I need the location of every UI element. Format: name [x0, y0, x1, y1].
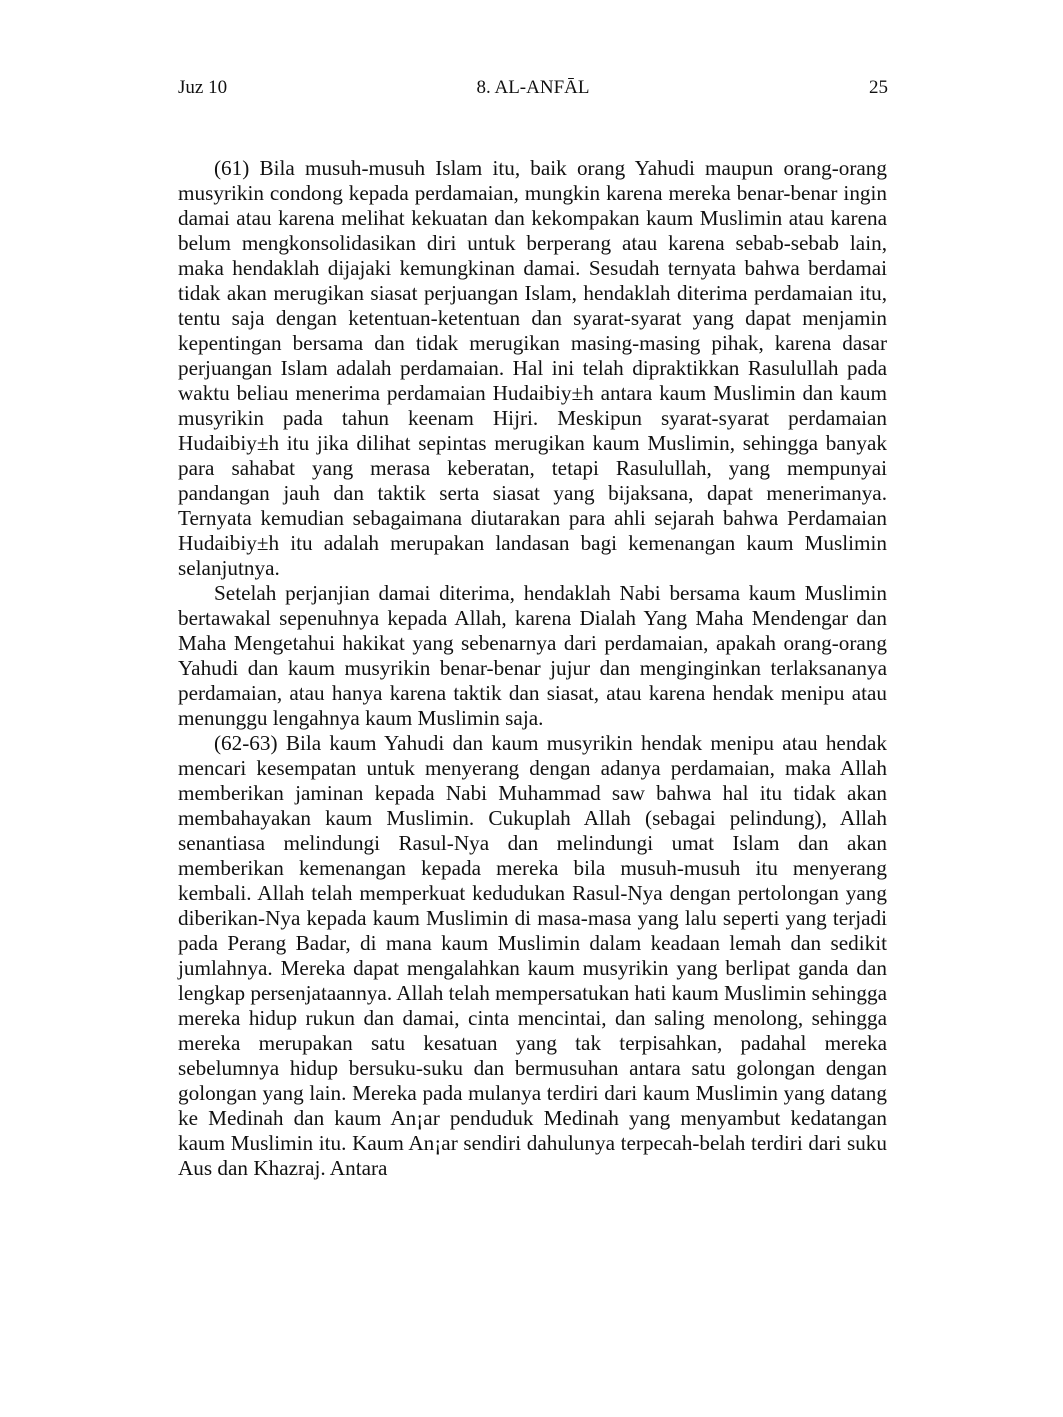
- paragraph-verse-61: (61) Bila musuh-musuh Islam itu, baik orang Yahudi maupun orang-orang musyrikin condong kepada perdamaian, mungkin karena mereka benar-benar ingin damai atau karena melihat kekuatan dan kekompakan kaum Muslimin atau karena belum mengkonsolidasikan diri untuk berperang atau karena sebab-sebab lain, maka hendaklah dijajaki kemungkinan damai. Sesudah ternyata bahwa berdamai tidak akan merugikan siasat perjuangan Islam, hendaklah diterima perdamaian itu, tentu saja dengan ketentuan-ketentuan dan syarat-syarat yang dapat menjamin kepentingan bersama dan tidak merugikan masing-masing pihak, karena dasar perjuangan Islam adalah perdamaian. Hal ini telah dipraktikkan Rasulullah pada waktu beliau menerima perdamaian Hudaibiy±h antara kaum Muslimin dan kaum musyrikin pada tahun keenam Hijri. Meskipun syarat-syarat perdamaian Hudaibiy±h itu jika dilihat sepintas merugikan kaum Muslimin, sehingga banyak para sahabat yang merasa keberatan, tetapi Rasulullah, yang mempunyai pandangan jauh dan taktik serta siasat yang bijaksana, dapat menerimanya. Ternyata kemudian sebagaimana diutarakan para ahli sejarah bahwa Perdamaian Hudaibiy±h itu adalah merupakan landasan bagi kemenangan kaum Muslimin selanjutnya.: [178, 156, 887, 580]
- commentary-text: [178, 156, 887, 1181]
- surah-title: 8. AL-ANFĀL: [476, 77, 590, 98]
- paragraph-tawakal: Setelah perjanjian damai diterima, hendaklah Nabi bersama kaum Muslimin bertawakal sepenuhnya kepada Allah, karena Dialah Yang Maha Mendengar dan Maha Mengetahui hakikat yang sebenarnya dari perdamaian, apakah orang-orang Yahudi dan kaum musyrikin benar-benar jujur dan menginginkan terlaksananya perdamaian, atau hanya karena taktik dan siasat, atau karena hendak menipu atau menunggu lengahnya kaum Muslimin saja.: [178, 581, 887, 730]
- juz-label: Juz 10: [178, 77, 228, 98]
- page-number: 25: [869, 77, 888, 98]
- running-header: [178, 76, 888, 104]
- paragraph-verse-62-63: (62-63) Bila kaum Yahudi dan kaum musyrikin hendak menipu atau hendak mencari kesempatan untuk menyerang dengan adanya perdamaian, maka Allah memberikan jaminan kepada Nabi Muhammad saw bahwa hal itu tidak akan membahayakan kaum Muslimin. Cukuplah Allah (sebagai pelindung), Allah senantiasa melindungi Rasul-Nya dan melindungi umat Islam dan akan memberikan kemenangan kepada mereka bila musuh-musuh itu menyerang kembali. Allah telah memperkuat kedudukan Rasul-Nya dengan pertolongan yang diberikan-Nya kepada kaum Muslimin di masa-masa yang lalu seperti yang terjadi pada Perang Badar, di mana kaum Muslimin dalam keadaan lemah dan sedikit jumlahnya. Mereka dapat mengalahkan kaum musyrikin yang berlipat ganda dan lengkap persenjataannya. Allah telah mempersatukan hati kaum Muslimin sehingga mereka hidup rukun dan damai, cinta mencintai, dan saling menolong, sehingga mereka merupakan satu kesatuan yang tak terpisahkan, padahal mereka sebelumnya hidup bersuku-suku dan bermusuhan antara satu golongan dengan golongan yang lain. Mereka pada mulanya terdiri dari kaum Muslimin yang datang ke Medinah dan kaum An¡ar penduduk Medinah yang menyambut kedatangan kaum Muslimin itu. Kaum An¡ar sendiri dahulunya terpecah-belah terdiri dari suku Aus dan Khazraj. Antara: [178, 731, 887, 1180]
